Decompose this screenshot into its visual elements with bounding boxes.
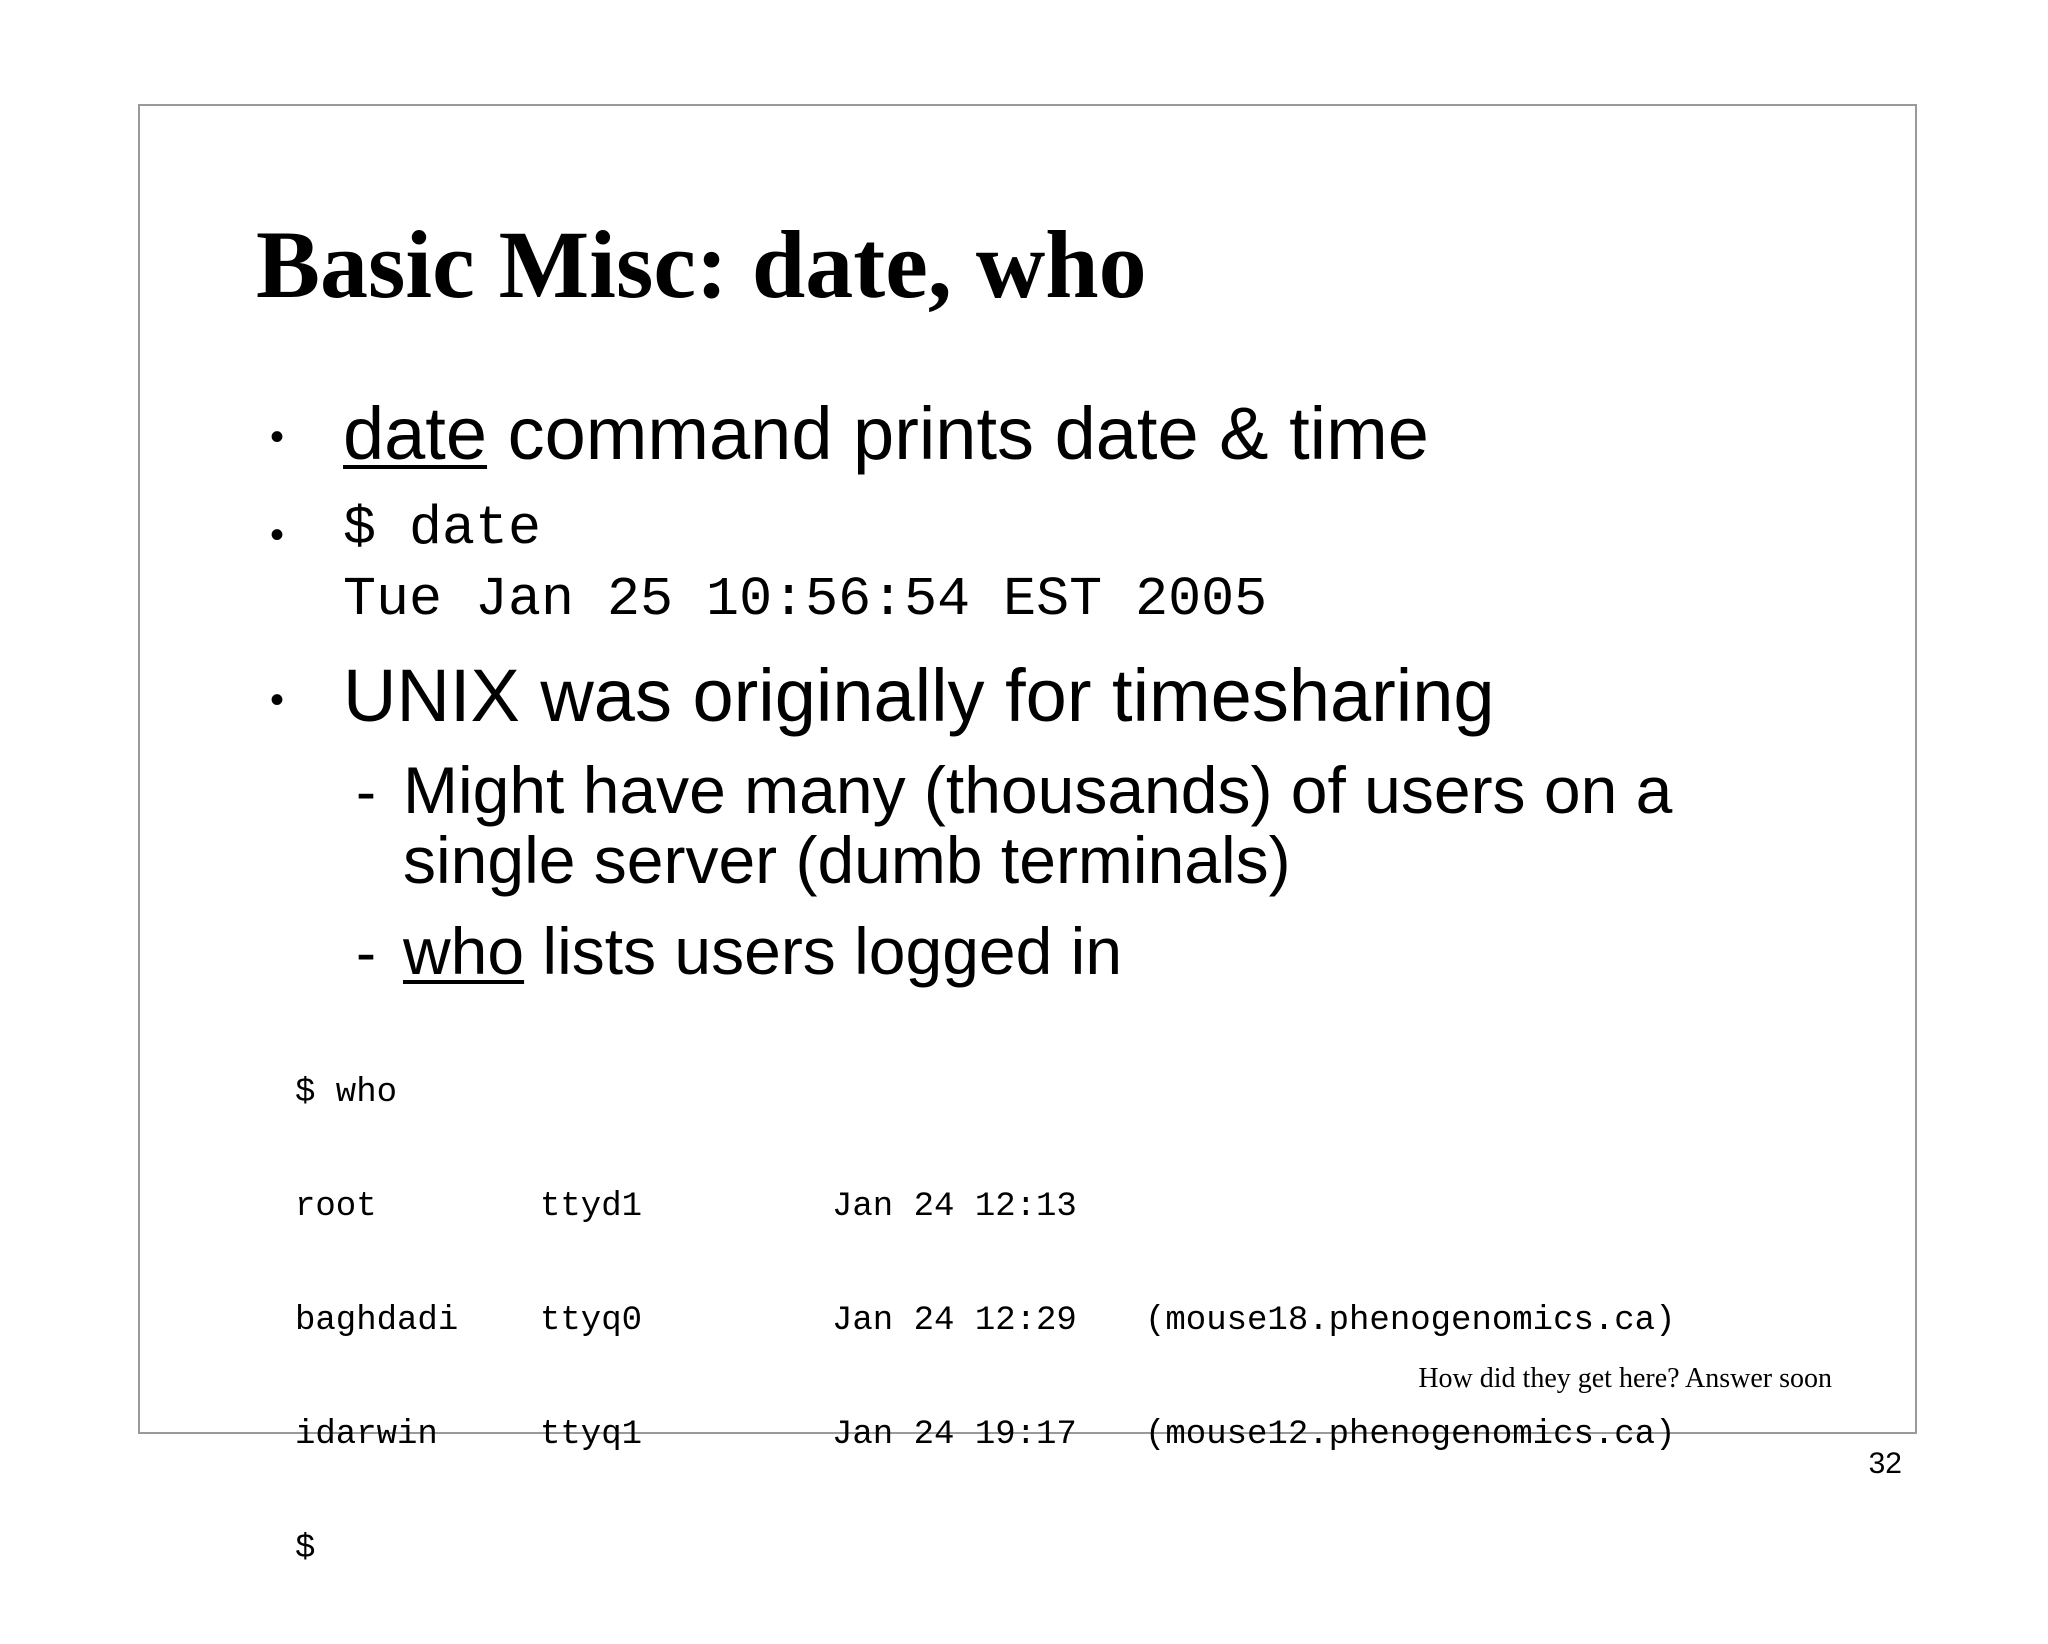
sub-bullet-many-users-line1: Might have many (thousands) of users on a	[403, 753, 1673, 827]
terminal-host: (mouse18.phenogenomics.ca)	[1145, 1302, 1676, 1340]
bullet-date-description: command prints date & time	[487, 392, 1429, 475]
slide-title: Basic Misc: date, who	[256, 211, 1147, 318]
bullet-marker: •	[270, 678, 285, 722]
date-example-output: Tue Jan 25 10:56:54 EST 2005	[343, 568, 1268, 631]
terminal-row	[295, 1302, 1676, 1340]
terminal-tty: ttyq1	[540, 1416, 643, 1454]
sub-bullet-who-command	[403, 915, 1122, 987]
terminal-login-time: Jan 24 19:17	[832, 1416, 1077, 1454]
date-command-term: date	[343, 392, 488, 475]
sub-bullet-many-users-line2: single server (dumb terminals)	[403, 823, 1291, 897]
date-example-command: $ date	[343, 497, 542, 560]
terminal-user: root	[295, 1188, 377, 1226]
terminal-end-prompt: $	[295, 1530, 316, 1568]
terminal-row	[295, 1188, 1077, 1226]
terminal-host: (mouse12.phenogenomics.ca)	[1145, 1416, 1676, 1454]
bullet-unix-timesharing: UNIX was originally for timesharing	[343, 654, 1495, 737]
terminal-row	[295, 1416, 1676, 1454]
terminal-login-time: Jan 24 12:29	[832, 1302, 1077, 1340]
bullet-marker: •	[270, 513, 285, 557]
terminal-user: idarwin	[295, 1416, 438, 1454]
terminal-command-line: $ who	[295, 1074, 398, 1112]
sub-bullet-marker: -	[356, 758, 376, 825]
bullet-date-command	[343, 392, 1429, 476]
who-command-term: who	[403, 914, 525, 988]
sub-bullet-marker: -	[356, 919, 376, 986]
slide-footnote: How did they get here? Answer soon	[1418, 1363, 1832, 1394]
page-number: 32	[1868, 1447, 1902, 1480]
terminal-user: baghdadi	[295, 1302, 459, 1340]
terminal-tty: ttyd1	[540, 1188, 643, 1226]
sub-bullet-who-description: lists users logged in	[524, 914, 1123, 988]
bullet-marker: •	[270, 415, 285, 459]
terminal-login-time: Jan 24 12:13	[832, 1188, 1077, 1226]
terminal-tty: ttyq0	[540, 1302, 643, 1340]
